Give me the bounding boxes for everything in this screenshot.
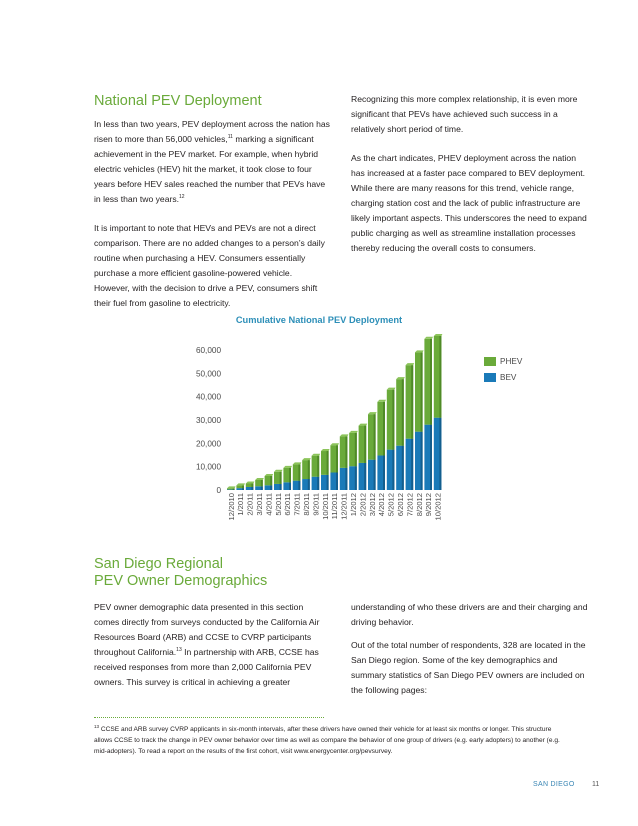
bar-top xyxy=(227,486,236,488)
bar-bev-shade xyxy=(289,482,291,490)
bar-top xyxy=(321,449,330,451)
y-tick-label: 20,000 xyxy=(195,439,221,449)
paragraph: In less than two years, PEV deployment across the nation has risen to more than 56,000 vehicles,$^{11}$ marking a significant achievement in the PEV market. For example, when hybrid electric vehicles (HEV) hit the market, it took close to four years before HEV sales reached the number that PEVs have in less than two years.$^{12}$ xyxy=(94,119,330,204)
heading-line: PEV Owner Demographics xyxy=(94,573,268,589)
x-tick-label: 8/2011 xyxy=(302,493,311,516)
bar-bev-shade xyxy=(374,460,376,490)
x-tick-label: 12/2011 xyxy=(339,493,349,520)
bar-phev-shade xyxy=(402,379,404,446)
bar-phev-shade xyxy=(364,426,366,463)
section2-left-column xyxy=(94,600,328,690)
bar-bev-shade xyxy=(251,487,253,490)
x-tick-label: 10/2012 xyxy=(433,493,443,521)
legend-label-phev: PHEV xyxy=(500,357,523,366)
section2-right-column xyxy=(351,600,589,698)
bar-bev-shade xyxy=(392,450,394,490)
bar-bev-shade xyxy=(308,479,310,490)
legend-swatch-phev xyxy=(484,357,496,366)
bar-bev-shade xyxy=(270,485,272,490)
bar-top xyxy=(396,377,405,379)
bar-bev-shade xyxy=(261,486,263,490)
bar-bev-shade xyxy=(242,488,244,490)
bar-bev-shade xyxy=(336,473,338,491)
x-tick-label: 3/2011 xyxy=(255,493,264,516)
page-number: 11 xyxy=(592,781,600,788)
bar-bev-shade xyxy=(280,484,282,490)
bar-top xyxy=(255,478,264,480)
bar-phev-shade xyxy=(233,488,235,489)
y-tick-label: 0 xyxy=(216,486,221,495)
y-tick-label: 30,000 xyxy=(195,416,221,425)
x-tick-label: 11/2011 xyxy=(330,493,340,520)
bar-phev-shade xyxy=(430,339,432,425)
bar-bev-shade xyxy=(298,481,300,490)
bar-top xyxy=(330,443,339,445)
bar-top xyxy=(387,388,396,390)
bar-phev-shade xyxy=(439,336,441,418)
heading-line: San Diego Regional xyxy=(94,556,223,572)
x-tick-label: 5/2011 xyxy=(273,493,283,516)
bar-phev-shade xyxy=(392,390,394,450)
y-tick-label: 60,000 xyxy=(195,346,221,355)
bar-phev-shade xyxy=(261,480,263,486)
x-tick-label: 10/2011 xyxy=(320,493,330,520)
chart-title: Cumulative National PEV Deployment xyxy=(235,315,403,325)
footnote-divider xyxy=(94,717,324,718)
x-tick-label: 2/2011 xyxy=(245,493,255,516)
pev-deployment-chart xyxy=(0,330,638,540)
legend-swatch-bev xyxy=(484,373,496,382)
section-heading-san-diego xyxy=(94,556,267,590)
bar-phev-shade xyxy=(251,483,253,487)
bar-phev-shade xyxy=(411,365,413,439)
x-tick-label: 1/2011 xyxy=(236,493,246,516)
x-tick-label: 12/2010 xyxy=(226,493,236,521)
bar-phev-shade xyxy=(298,464,300,480)
x-tick-label: 7/2012 xyxy=(405,493,415,517)
paragraph: Out of the total number of respondents, 328 are located in the San Diego region. Some of the key demographics and summary statistics of San Diego PEV owners are included on the following pages: xyxy=(351,640,586,695)
paragraph: understanding of who these drivers are and their charging and driving behavior. xyxy=(351,602,588,627)
x-tick-label: 9/2012 xyxy=(424,493,434,517)
bar-top xyxy=(302,458,311,460)
section1-left-column xyxy=(94,117,330,311)
y-tick-label: 40,000 xyxy=(195,392,221,402)
x-tick-label: 6/2012 xyxy=(396,493,405,517)
bar-top xyxy=(415,350,424,352)
bar-top xyxy=(424,337,433,339)
bar-top xyxy=(312,454,321,456)
bar-top xyxy=(406,363,415,365)
bar-phev-shade xyxy=(280,472,282,484)
paragraph: Recognizing this more complex relationship, it is even more significant that PEVs have achieved such success in a relatively short period of time. xyxy=(351,94,578,134)
bar-bev-shade xyxy=(364,463,366,490)
bar-phev-shade xyxy=(374,414,376,460)
bar-phev-shade xyxy=(270,476,272,485)
bar-top xyxy=(359,424,368,426)
bar-top xyxy=(236,483,245,485)
bar-top xyxy=(368,412,377,414)
bar-bev-shade xyxy=(421,432,423,490)
bar-top xyxy=(340,434,349,436)
x-tick-label: 1/2012 xyxy=(349,493,358,517)
bar-phev-shade xyxy=(317,456,319,477)
x-tick-label: 5/2012 xyxy=(386,493,396,517)
bar-bev-shade xyxy=(383,455,385,490)
x-tick-label: 4/2012 xyxy=(377,493,387,517)
bar-top xyxy=(274,470,283,472)
bar-phev-shade xyxy=(336,445,338,472)
x-tick-label: 8/2012 xyxy=(414,493,424,517)
y-tick-label: 10,000 xyxy=(195,462,221,472)
bar-phev-shade xyxy=(345,436,347,468)
bar-top xyxy=(377,400,386,402)
bar-bev-shade xyxy=(345,468,347,490)
bar-phev-shade xyxy=(242,485,244,488)
bar-bev-shade xyxy=(355,466,357,490)
x-tick-label: 6/2011 xyxy=(283,493,293,516)
paragraph: As the chart indicates, PHEV deployment across the nation has increased at a faster pace compared to BEV deployment. While there are many reasons for this trend, vehicle range, charging station cost and the lack of public infrastructure are likely important aspects. This underscores the need to expand public charging as well as streamline installation processes thereby reducing the overall costs to consumers. xyxy=(351,153,587,253)
bar-phev-shade xyxy=(355,433,357,466)
bar-phev-shade xyxy=(327,451,329,475)
bar-top xyxy=(246,481,255,483)
bar-bev-shade xyxy=(411,439,413,490)
bar-phev-shade xyxy=(289,468,291,482)
section-heading-national: National PEV Deployment xyxy=(94,93,262,109)
footnote: $^{13}$ CCSE and ARB survey CVRP applicants in six-month intervals, after these drivers have owned their vehicle for at least six months or longer. This structure allows CCSE to track the change in PEV owner behavior over time as well as compare the behavior of one group of drivers (e.g. early adopters) to another (e.g. mid-adopters). To read a report on the results of the first cohort, visit www.energycenter.org/pevsurvey. xyxy=(94,723,560,755)
bar-top xyxy=(283,466,292,468)
footer-label: SAN DIEGO xyxy=(533,781,575,788)
bar-bev-shade xyxy=(430,425,432,490)
bar-bev-shade xyxy=(327,475,329,490)
bar-phev-shade xyxy=(383,402,385,456)
bar-bev-shade xyxy=(317,477,319,490)
bar-top xyxy=(434,334,443,336)
bar-top xyxy=(265,474,274,476)
bar-phev-shade xyxy=(421,352,423,431)
x-tick-label: 2/2012 xyxy=(358,493,368,517)
paragraph: PEV owner demographic data presented in this section comes directly from surveys conducted by the California Air Resources Board (ARB) and CCSE to CVRP participants throughout California.$^{13}$ In partnership with ARB, CCSE has received responses from more than 2,000 California PEV owners. This survey is critical in achieving a greater xyxy=(94,602,320,687)
x-tick-label: 4/2011 xyxy=(264,493,274,516)
bar-phev-shade xyxy=(308,460,310,479)
bar-top xyxy=(293,462,302,464)
bar-bev-shade xyxy=(402,446,404,490)
bar-top xyxy=(349,431,358,433)
x-tick-label: 7/2011 xyxy=(292,493,302,516)
legend-label-bev: BEV xyxy=(500,373,517,382)
section1-right-column xyxy=(351,92,587,256)
paragraph: It is important to note that HEVs and PEVs are not a direct comparison. There are no added changes to a person’s daily routine when purchasing a HEV. Consumers essentially purchase a more efficient gasoline-powered vehicle. However, with the decision to drive a PEV, consumers shift their fuel from gasoline to electricity. xyxy=(94,223,325,308)
y-tick-label: 50,000 xyxy=(195,369,221,379)
x-tick-label: 3/2012 xyxy=(367,493,377,517)
bar-bev-shade xyxy=(439,418,441,490)
x-tick-label: 9/2011 xyxy=(311,493,321,516)
